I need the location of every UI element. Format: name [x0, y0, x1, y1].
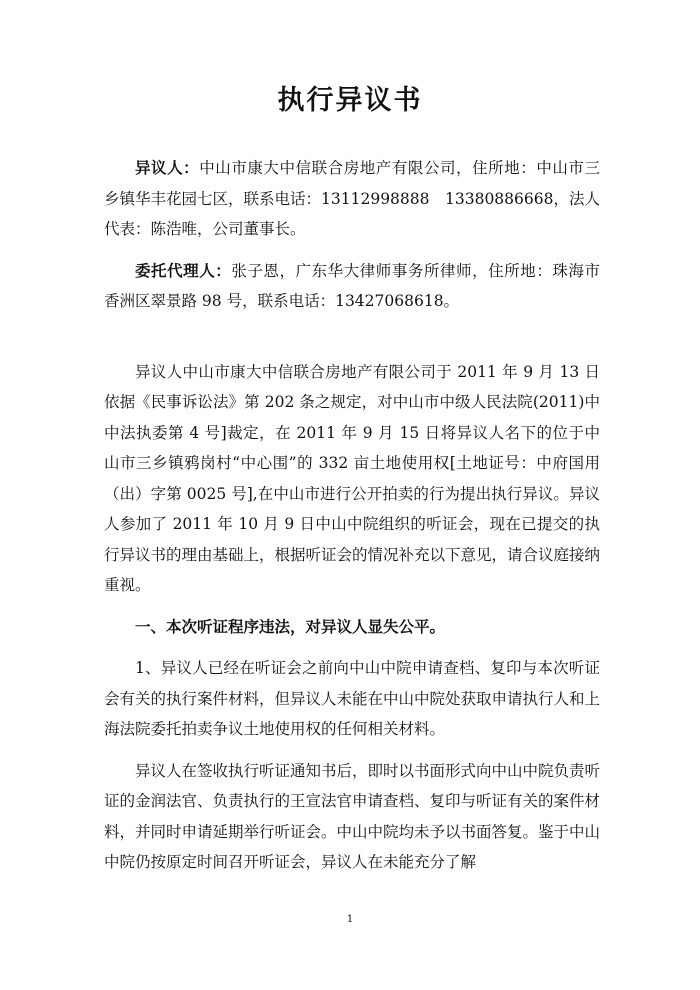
document-body	[104, 153, 600, 878]
agent-label: 委托代理人：	[135, 261, 232, 280]
document-title: 执行异议书	[277, 85, 423, 116]
page-number: 1	[346, 914, 354, 925]
agent-text: 张子恩，广东华大律师事务所律师，住所地：珠海市香洲区翠景路 98 号，联系电话：13427068618。	[104, 261, 600, 310]
point-1-paragraph: 1、异议人已经在听证会之前向中山中院申请查档、复印与本次听证会有关的执行案件材料，但异议人未能在中山中院处获取申请执行人和上海法院委托拍卖争议土地使用权的任何相关材料。	[104, 659, 601, 738]
objector-label: 异议人：	[135, 159, 200, 177]
objector-text: 中山市康大中信联合房地产有限公司，住所地：中山市三乡镇华丰花园七区，联系电话：13112998888 13380886668，法人代表：陈浩唯，公司董事长。	[104, 159, 600, 238]
intro-paragraph: 异议人中山市康大中信联合房地产有限公司于 2011 年 9 月 13 日依据《民事诉讼法》第 202 条之规定，对中山市中级人民法院(2011)中中法执委第 4 号]裁定，在 2011 年 9 月 15 日将异议人名下的位于中山市三乡镇鸦岗村“中心围”的 332 亩土地使用权[土地证号：中府国用（出）字第 0025 号],在中山市进行公开拍卖的行为提出执行异议。异议人参加了 2011 年 10 月 9 日中山中院组织的听证会，现在已提交的执行异议书的理由基础上，根据听证会的情况补充以下意见，请合议庭接纳重视。	[104, 362, 601, 594]
section-heading: 一、本次听证程序违法，对异议人显失公平。	[135, 617, 446, 636]
agent-paragraph	[104, 256, 600, 317]
point-1-detail-paragraph: 异议人在签收执行听证通知书后，即时以书面形式向中山中院负责听证的金润法官、负责执行的王宣法官申请查档、复印与听证有关的案件材料，并同时申请延期举行听证会。中山中院均未予以书面答复。鉴于中山中院仍按原定时间召开听证会，异议人在未能充分了解	[104, 761, 601, 871]
objector-paragraph	[104, 153, 600, 245]
